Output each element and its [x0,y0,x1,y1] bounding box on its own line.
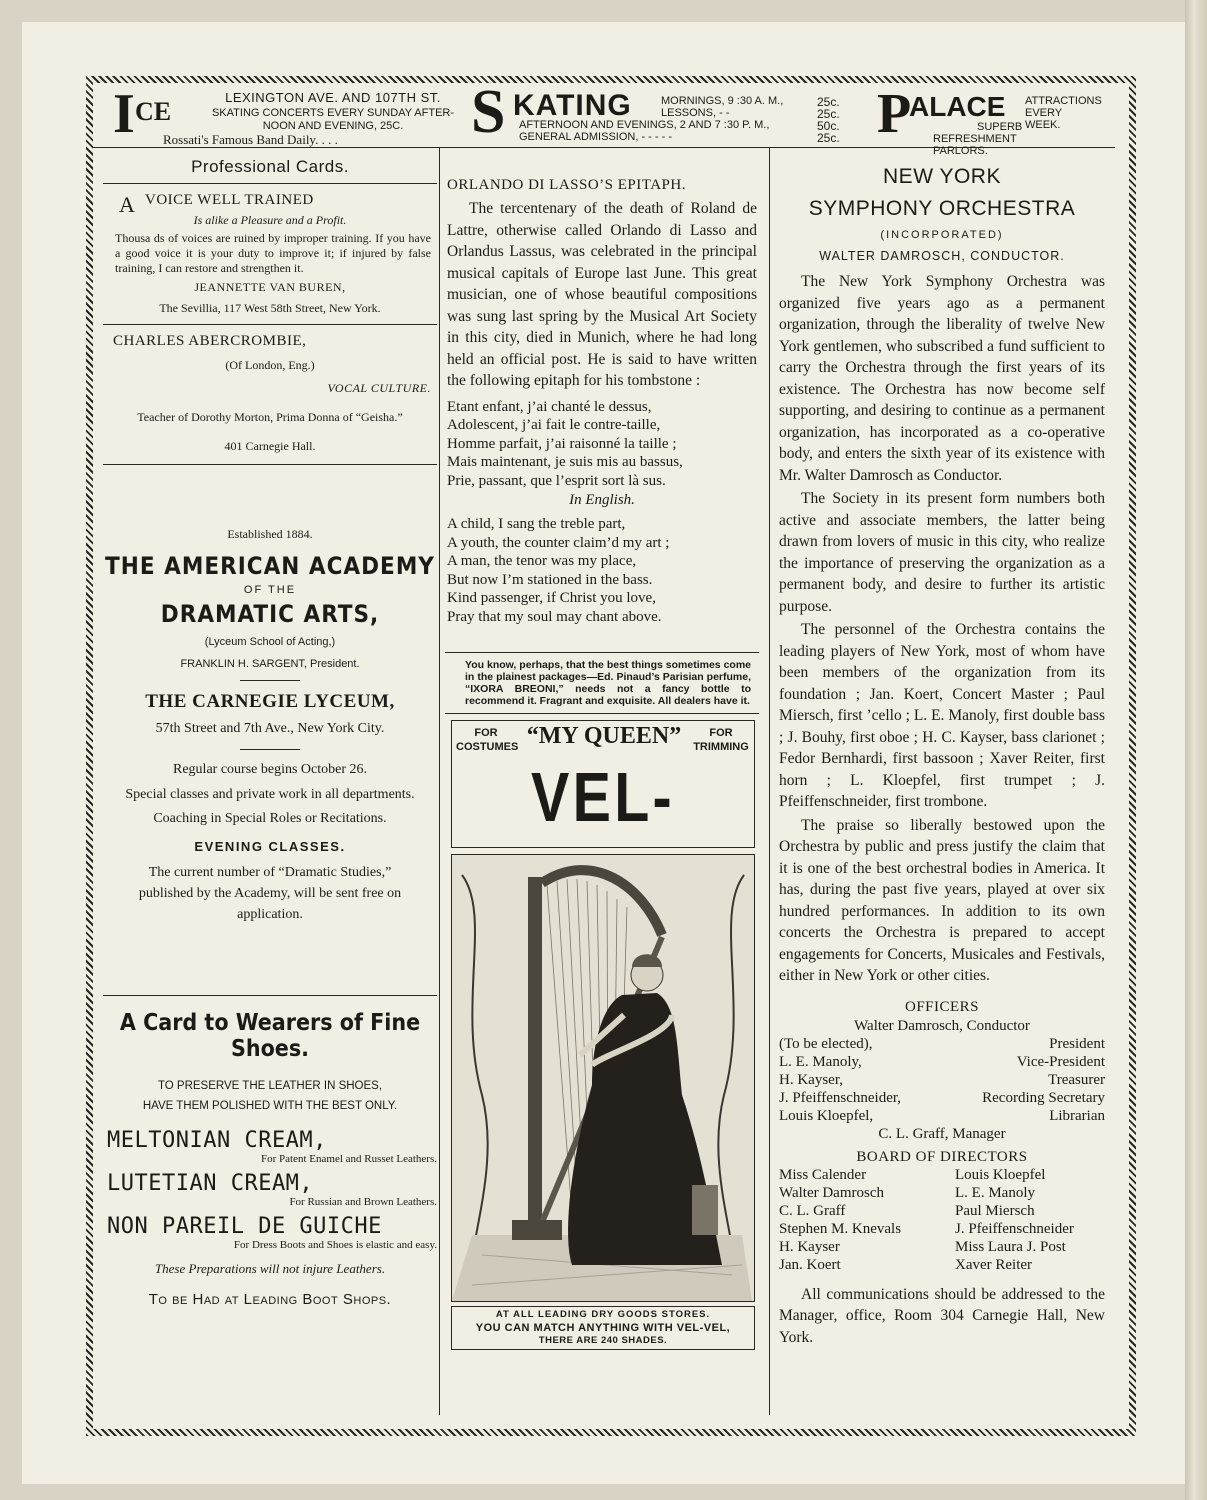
english-line: A youth, the counter claim’d my art ; [447,534,670,551]
english-line: A child, I sang the treble part, [447,516,626,532]
director-name: H. Kayser [779,1238,840,1255]
academy-of-the: OF THE [243,584,297,596]
velvel-footer-box [451,1306,755,1350]
board-list [777,1166,1107,1274]
ice-palace-banner [93,78,1115,157]
right-column [777,147,1107,1348]
director-name: Louis Kloepfel [955,1166,1046,1183]
palace-line-2: EVERY WEEK. [1025,107,1062,131]
preparations-line: These Preparations will not injure Leathers. [154,1261,386,1276]
palace-line-3: SUPERB [977,121,1023,133]
officer-row [779,1053,1105,1071]
coaching-line: Coaching in Special Roles or Recitations. [153,811,387,826]
orchestra-closing: All communications should be addressed to the Manager, office, Room 304 Carnegie Hall, New York. [779,1285,1105,1346]
card2-subtitle: (Of London, Eng.) [225,358,315,372]
officers-manager: C. L. Graff, Manager [878,1125,1006,1142]
velvel-for-right: FOR [709,727,733,739]
card-abercrombie [103,333,437,454]
meltonian-title: MELTONIAN CREAM, [107,1128,327,1153]
english-line: But now I’m stationed in the bass. [447,571,653,588]
board-title: BOARD OF DIRECTORS [856,1148,1028,1165]
card-voice [103,192,437,316]
cards-rule [103,183,437,184]
column-divider-left [439,147,440,1415]
ice-line-3: NOON AND EVENING, 25C. [262,120,404,132]
price-4: 25c. [817,131,840,145]
velvel-my-queen: “MY QUEEN” [526,723,682,749]
english-line: A man, the tenor was my place, [447,553,637,569]
shoes-sub-2: HAVE THEM POLISHED WITH THE BEST ONLY. [142,1100,398,1112]
shoes-title: A Card to Wearers of Fine Shoes. [119,1010,421,1062]
skating-sub-1: AFTERNOON AND EVENINGS, 2 AND 7 :30 P. M., [519,119,770,131]
skating-row-1: MORNINGS, 9 :30 A. M., [661,95,784,107]
officer-name: Louis Kloepfel, [779,1107,874,1124]
director-name: Miss Laura J. Post [955,1238,1066,1255]
orchestra-conductor: WALTER DAMROSCH, CONDUCTOR. [819,249,1065,263]
french-line: Homme parfait, j’ai raisonné la taille ; [447,435,677,452]
card2-role: VOCAL CULTURE. [327,381,431,395]
shoes-rule-top [103,995,437,996]
director-name: Miss Calender [779,1166,867,1183]
card1-title: VOICE WELL TRAINED [145,192,314,208]
ice-word: CE [135,97,172,126]
officer-role: Librarian [1049,1107,1105,1124]
pinaud-ad: You know, perhaps, that the best things sometimes come in the plainest packages—Ed. Pinaud’s Parisian perfume, “IXORA BREONI,” needs not a fancy bottle to recommend it. Fragrant and exquisite. All dealers have it. [465,659,751,707]
academy-established: Established 1884. [227,527,313,541]
evening-classes-body: The current number of “Dramatic Studies,” published by the Academy, will be sent free on application. [138,865,402,922]
card-rule-2 [103,464,437,465]
ice-drop-letter: I [113,83,135,145]
french-line: Etant enfant, j’ai chanté le dessus, [447,398,652,415]
shoes-sub-1: TO PRESERVE THE LEATHER IN SHOES, [157,1080,383,1092]
special-classes-line: Special classes and private work in all departments. [125,787,415,802]
pinaud-rule [445,652,759,653]
academy-title-2: DRAMATIC ARTS, [160,600,380,628]
card1-name: JEANNETTE VAN BUREN, [194,280,346,294]
palace-drop-letter: P [877,83,912,145]
officer-role: Treasurer [1048,1071,1105,1088]
academy-rule-2 [240,749,300,750]
ice-line-1: LEXINGTON AVE. AND 107TH ST. [225,90,441,105]
academy-rule-1 [240,680,300,681]
card2-title: CHARLES ABERCROMBIE, [113,333,307,349]
officers-title: OFFICERS [904,998,980,1015]
director-name: Paul Miersch [955,1202,1035,1219]
director-name: C. L. Graff [779,1202,846,1219]
velvel-rule [445,713,759,714]
orchestra-para-2: The Society in its present form numbers both active and associate members, the latter being drawn from lovers of music in this city, who realize the importance of preserving the organization as a permanent body, and desire to further its artistic purpose. [779,490,1105,615]
director-name: Jan. Koert [779,1256,841,1273]
french-line: Adolescent, j’ai fait le contre-taille, [447,417,661,433]
orchestra-incorporated: (INCORPORATED) [880,229,1004,241]
officer-row [779,1107,1105,1125]
price-1: 25c. [817,95,840,109]
harpist-illustration [452,855,754,1301]
velvel-header-box [451,720,755,848]
epitaph-title: ORLANDO DI LASSO’S EPITAPH. [447,177,686,193]
palace-line-4: REFRESHMENT PARLORS. [933,133,1017,157]
card1-body: Thousa ds of voices are ruined by improper training. If you have a good voice it is your duty to improve it; if injured by false training, I can restore and strengthen it. [115,231,431,275]
orchestra-title-2: SYMPHONY ORCHESTRA [808,197,1076,220]
nonpareil-title: NON PAREIL DE GUICHE [107,1214,382,1239]
officer-row [779,1035,1105,1053]
price-3: 50c. [817,119,840,133]
velvel-footer-3: THERE ARE 240 SHADES. [538,1335,668,1346]
orchestra-para-4: The praise so liberally bestowed upon the Orchestra by public and press justify the claim that it is one of the best orchestral bodies in America. It has, during the past five years, played at over six hundred performances. In addition to its own concerts the Orchestra is prepared to accept engagements for Concerts, Musicales and Festivals, either in New York or other cities. [779,816,1105,984]
academy-ad [103,527,437,925]
orchestra-para-1: The New York Symphony Orchestra was organized five years ago as a permanent organization, through the liberality of twelve New York gentlemen, who subscribed a fund sufficient to carry the Orchestra through the first years of its existence. The Orchestra has now become self supporting, and desiring to continue as a permanent organization, has incorporated as a co-operative body, and enters the sixth year of its existence with Mr. Walter Damrosch as Conductor. [779,273,1105,484]
velvel-for-left: FOR [474,727,498,739]
epitaph-body: The tercentenary of the death of Roland de Lattre, otherwise called Orlando di Lasso and Orlandus Lassus, was celebrated in the principal musical capitals of Europe last June. This great musician, one of whose beautiful compositions was sung last spring by the Musical Art Society in this city, died in Munich, where he had long held an official post. He is said to have written the following epitaph for his tombstone : [447,200,757,389]
english-line: Pray that my soul may chant above. [447,608,662,625]
card2-address: 401 Carnegie Hall. [224,439,316,453]
velvel-footer-1: AT ALL LEADING DRY GOODS STORES. [495,1309,711,1320]
orchestra-para-3: The personnel of the Orchestra contains the leading players of New York, most of whom have been members of the organization from its foundation ; Jan. Koert, Concert Master ; Paul Miersch, first ’cello ; L. E. Manoly, first double bass ; J. Bouhy, first oboe ; H. C. Kayser, bass clarionet ; Fedor Bernhardi, first bassoon ; Xaver Reiter, first horn ; L. Kloepfel, first trumpet ; J. Pfeiffenschneider, first trombone. [779,621,1105,810]
evening-classes-title: EVENING CLASSES. [194,839,346,854]
boot-shops-line: To be Had at Leading Boot Shops. [148,1291,392,1308]
palace-word: ALACE [909,91,1006,122]
board-right-column [955,1166,1074,1274]
in-english-label: In English. [569,492,635,508]
officer-name: L. E. Manoly, [779,1053,862,1070]
officer-role: President [1049,1035,1105,1052]
officer-name: J. Pfeiffenschneider, [779,1089,901,1106]
english-verse [445,515,759,626]
shoes-ad [103,1010,437,1308]
card-rule-1 [103,324,437,325]
skating-drop-letter: S [471,78,506,146]
officer-role: Vice-President [1016,1053,1105,1070]
director-name: Walter Damrosch [779,1184,884,1201]
board-left-column [779,1166,955,1274]
french-verse [445,398,759,491]
officers-list [777,1035,1107,1125]
officers-lead: Walter Damrosch, Conductor [854,1017,1030,1034]
nonpareil-sub: For Dress Boots and Shoes is elastic and easy. [233,1239,437,1251]
course-line: Regular course begins October 26. [173,762,367,777]
velvel-trimming: TRIMMING [693,741,749,753]
middle-column [445,147,759,1350]
director-name: J. Pfeiffenschneider [955,1220,1074,1237]
director-name: Xaver Reiter [955,1256,1033,1273]
officer-row [779,1071,1105,1089]
cards-heading: Professional Cards. [191,157,349,176]
ice-line-2: SKATING CONCERTS EVERY SUNDAY AFTER- [211,107,455,119]
french-line: Mais maintenant, je suis mis au bassus, [447,454,683,470]
academy-president: FRANKLIN H. SARGENT, President. [180,658,360,670]
price-2: 25c. [817,107,840,121]
skating-row-2: LESSONS, - - [661,107,730,119]
card2-body: Teacher of Dorothy Morton, Prima Donna of “Geisha.” [137,410,403,424]
next-page-edge [1185,0,1207,1500]
ice-line-4: Rossati's Famous Band Daily. . . . [163,132,338,147]
orchestra-title-1: NEW YORK [883,165,1001,188]
page-content [93,78,1115,1415]
left-column [103,147,437,1308]
lutetian-sub: For Russian and Brown Leathers. [289,1196,437,1208]
officer-name: (To be elected), [779,1035,873,1052]
lyceum-address: 57th Street and 7th Ave., New York City. [155,721,385,736]
card1-address: The Sevillia, 117 West 58th Street, New York. [159,301,381,315]
officer-row [779,1089,1105,1107]
skating-sub-2: GENERAL ADMISSION, - - - - - [519,131,672,143]
skating-word: KATING [513,89,632,122]
velvel-costumes: COSTUMES [456,741,519,753]
director-name: Stephen M. Knevals [779,1220,902,1237]
academy-subtitle: (Lyceum School of Acting,) [204,636,336,648]
officer-role: Recording Secretary [982,1089,1105,1106]
lyceum-title: THE CARNEGIE LYCEUM, [145,691,395,712]
card1-subtitle: Is alike a Pleasure and a Profit. [193,213,347,227]
lutetian-title: LUTETIAN CREAM, [107,1171,314,1196]
director-name: L. E. Manoly [955,1184,1035,1201]
column-divider-right [769,147,770,1415]
french-line: Prie, passant, que l’esprit sort là sus. [447,472,666,489]
harpist-illustration-frame [451,854,755,1302]
velvel-logo: VEL- [531,758,675,836]
card1-dropcap: A [119,192,135,217]
meltonian-sub: For Patent Enamel and Russet Leathers. [261,1153,437,1165]
velvel-footer-2: YOU CAN MATCH ANYTHING WITH VEL-VEL, [475,1322,731,1334]
academy-title-1: THE AMERICAN ACADEMY [105,552,435,580]
officer-name: H. Kayser, [779,1071,843,1088]
palace-line-1: ATTRACTIONS [1025,95,1102,107]
english-line: Kind passenger, if Christ you love, [447,590,656,606]
